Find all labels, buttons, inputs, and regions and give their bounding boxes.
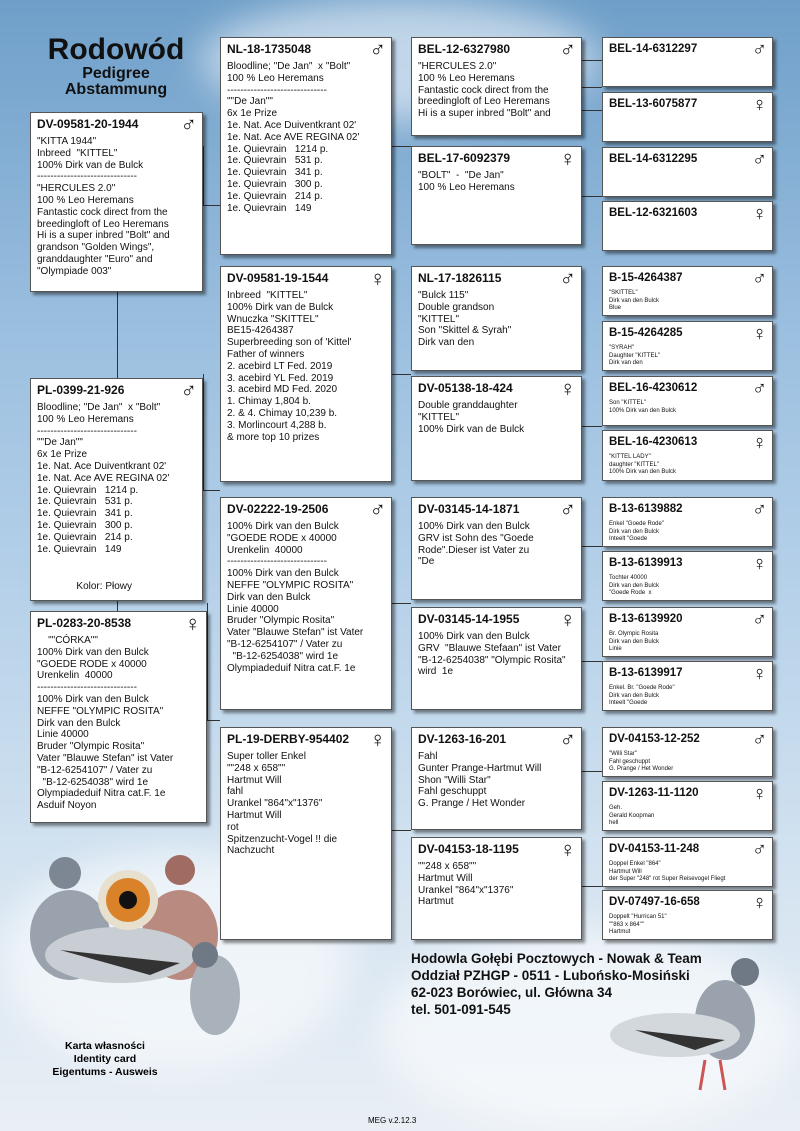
card-text-line: 1e. Quievrain 214 p. (37, 531, 133, 543)
card-text-line: hell (609, 820, 619, 826)
card-text-line: 100% Dirk van den Bulck (227, 521, 339, 532)
card-text-line: Super toller Enkel (227, 751, 306, 762)
ring-number: DV-07497-16-658 (609, 896, 700, 908)
ring-number: B-13-6139917 (609, 667, 683, 679)
card-text-line: NEFFE "OLYMPIC ROSITA" (227, 579, 354, 591)
card-text-line: Hartmut Will (418, 872, 473, 884)
male-symbol-icon: ♂ (752, 149, 767, 171)
card-text-line: ------------------------------ (37, 425, 137, 437)
ring-number: BEL-14-6312295 (609, 153, 698, 165)
pigeon-card (411, 376, 582, 481)
ring-number: NL-17-1826115 (418, 271, 502, 285)
card-text-line: "BOLT" - "De Jan" (418, 170, 504, 181)
pigeon-card (602, 890, 773, 940)
connector-line (203, 374, 204, 490)
card-text-line: Inbreed "KITTEL" (227, 290, 308, 301)
card-text-line: 6x 1e Prize (227, 108, 278, 120)
card-text-line: Urenkelin 40000 (227, 544, 303, 556)
card-text-line: NEFFE "OLYMPIC ROSITA" (37, 705, 164, 717)
connector-line (207, 603, 208, 720)
pigeon-card (602, 430, 773, 481)
pigeon-card (602, 661, 773, 711)
connector-line (582, 886, 602, 887)
card-text-line: Hartmut Will (227, 809, 282, 821)
breeder-info (411, 950, 702, 1018)
pigeon-card (602, 607, 773, 657)
connector-line (582, 87, 602, 88)
ring-number: PL-19-DERBY-954402 (227, 732, 350, 746)
card-text-line: "B-12-6254107" / Vater zu (37, 764, 153, 776)
card-text-line: "Bulck 115" (418, 290, 469, 301)
connector-line (582, 60, 602, 61)
connector-line (582, 771, 602, 772)
pigeon-card (602, 837, 773, 887)
card-text-line: "B-12-6254107" / Vater zu (227, 638, 343, 650)
card-text-line: "B-12-6254038" wird 1e (37, 776, 149, 788)
card-text-line: Doppelt "Hurrican 51" (609, 914, 667, 920)
connector-line (203, 146, 204, 206)
male-symbol-icon: ♂ (559, 497, 576, 522)
card-text-line: ------------------------------ (37, 171, 137, 183)
card-text-line: Blue (609, 305, 622, 311)
pigeon-card (602, 266, 773, 316)
card-text-line: 2. & 4. Chimay 10,239 b. (227, 407, 338, 419)
card-text-line: 1e. Quievrain 214 p. (227, 190, 323, 202)
card-text-line: Fahl geschuppt (418, 786, 487, 798)
ring-number: DV-03145-14-1955 (418, 612, 520, 626)
card-text-line: 3. Morlincourt 4,288 b. (227, 419, 327, 431)
connector-line (392, 830, 411, 831)
pigeon-card (602, 92, 773, 142)
card-text-line: Fahl geschuppt (609, 758, 651, 765)
pigeon-card (602, 321, 773, 371)
card-text-line: 100 % Leo Heremans (227, 72, 324, 84)
card-text-line: Son "KITTEL" (609, 400, 646, 406)
card-text-line: Tochter 40000 (609, 575, 648, 581)
ring-number: B-13-6139882 (609, 503, 683, 515)
card-text-line: Hartmut Will (609, 868, 642, 875)
card-text-line: 1e. Quievrain 300 p. (37, 519, 133, 531)
card-text-line: "GOEDE RODE x 40000 (37, 658, 147, 670)
card-text-line: breedingloft of Leo Heremans (37, 218, 169, 230)
male-symbol-icon: ♂ (752, 378, 767, 400)
pigeon-card (220, 727, 392, 940)
ring-number: DV-04153-12-252 (609, 733, 700, 745)
card-text-line: daughter "KITTEL" (609, 461, 659, 468)
female-symbol-icon: ♀ (369, 727, 386, 752)
card-text-line: G. Prange / Het Wonder (609, 766, 674, 772)
card-text-line: Hartmut (418, 896, 454, 908)
connector-line (203, 205, 220, 206)
male-symbol-icon: ♂ (180, 378, 197, 403)
pigeon-card (411, 837, 582, 940)
pigeon-card (411, 266, 582, 371)
ring-number: B-13-6139920 (609, 613, 683, 625)
card-text-line: "GOEDE RODE x 40000 (227, 532, 337, 544)
card-text-line: Shon "Willi Star" (418, 774, 491, 786)
card-text-line: 1e. Quievrain 149 (227, 202, 312, 214)
card-text-line: ------------------------------ (227, 84, 327, 96)
breeder-line: Oddział PZHGP - 0511 - Lubońsko-Mosiński (411, 968, 690, 983)
card-text-line: Dirk van den Bulck (37, 717, 121, 729)
card-text-line: 1e. Quievrain 531 p. (37, 496, 133, 508)
card-text-line: 1e. Quievrain 300 p. (227, 178, 323, 190)
card-text-line: Son "Skittel & Syrah" (418, 325, 512, 337)
card-text-line: 1. Chimay 1,804 b. (227, 396, 311, 408)
female-symbol-icon: ♀ (559, 837, 576, 862)
card-text-line: 100% Dirk van de Bulck (37, 159, 144, 171)
card-text-line: 1e. Quievrain 1214 p. (37, 484, 139, 496)
female-symbol-icon: ♀ (752, 432, 767, 454)
breeder-line: Hodowla Gołębi Pocztowych - Nowak & Team (411, 951, 702, 966)
card-text-line: G. Prange / Het Wonder (418, 798, 526, 810)
ring-number: DV-05138-18-424 (418, 381, 513, 395)
ring-number: BEL-12-6321603 (609, 207, 698, 219)
pigeon-card (602, 37, 773, 87)
pigeon-card (220, 266, 392, 482)
card-text-line: "B-12-6254038" "Olympic Rosita" (418, 654, 566, 666)
card-text-line: Urenkelin 40000 (37, 670, 113, 682)
pigeon-card (411, 607, 582, 710)
card-text-line: wird 1e (418, 666, 454, 678)
pigeon-card (411, 497, 582, 600)
female-symbol-icon: ♀ (752, 203, 767, 225)
card-text-line: Bloodline; "De Jan" x "Bolt" (37, 402, 161, 413)
card-text-line: grandson "Golden Wings", (37, 242, 155, 254)
card-text-line: 100% Dirk van den Bulck (418, 631, 530, 642)
card-text-line: Asduif Noyon (37, 800, 97, 812)
card-text-line: Urankel "864"x"1376" (418, 884, 514, 896)
card-text-line: 1e. Nat. Ace Duiventkrant 02' (227, 119, 357, 131)
card-text-line: "KITTA 1944" (37, 136, 97, 147)
female-symbol-icon: ♀ (752, 94, 767, 116)
title-de: Abstammung (64, 81, 168, 98)
pigeon-card (602, 781, 773, 831)
card-text-line: 1e. Nat. Ace AVE REGINA 02' (37, 472, 170, 484)
ring-number: DV-09581-19-1544 (227, 271, 329, 285)
card-text-line: ""De Jan"" (227, 96, 273, 108)
card-text-line: Olympiadeduif Nitra cat.F. 1e (37, 788, 166, 800)
connector-line (117, 601, 118, 611)
card-text-line: Hartmut (609, 929, 631, 935)
pigeon-card (602, 727, 773, 777)
pigeon-card (411, 727, 582, 830)
card-text-line: Bloodline; "De Jan" x "Bolt" (227, 61, 351, 72)
card-text-line: Fantastic cock direct from the (418, 84, 549, 96)
pigeon-card (411, 37, 582, 136)
ring-number: PL-0283-20-8538 (37, 616, 132, 630)
card-text-line: Inbreed "KITTEL" (37, 147, 118, 159)
ring-number: DV-03145-14-1871 (418, 502, 520, 516)
male-symbol-icon: ♂ (180, 112, 197, 137)
card-text-line: "HERCULES 2.0" (418, 61, 497, 72)
card-text-line: 6x 1e Prize (37, 449, 88, 461)
card-text-line: 100% Dirk van den Bulck (609, 469, 677, 475)
ring-number: PL-0399-21-926 (37, 383, 125, 397)
female-symbol-icon: ♀ (752, 892, 767, 914)
card-text-line: Dirk van den Bulck (609, 297, 660, 304)
card-text-line: 1e. Quievrain 341 p. (227, 167, 323, 179)
pigeon-card (602, 497, 773, 547)
card-text-line: 3. acebird MD Fed. 2020 (227, 384, 338, 396)
ring-number: B-13-6139913 (609, 557, 683, 569)
connector-line (582, 546, 602, 547)
card-text-line: GRV "Blauwe Stefaan" ist Vater (418, 642, 561, 654)
male-symbol-icon: ♂ (752, 609, 767, 631)
male-symbol-icon: ♂ (752, 268, 767, 290)
pigeon-card (220, 37, 392, 255)
card-text-line: 100% Dirk van den Bulck (609, 407, 677, 414)
ring-number: BEL-13-6075877 (609, 98, 698, 110)
card-text-line: "KITTEL" (418, 313, 459, 325)
connector-line (117, 292, 118, 378)
card-text-line: Enkel. Br. "Goede Rode" (609, 685, 675, 691)
card-text-line: Bruder "Olympic Rosita" (37, 741, 145, 753)
ring-number: DV-04153-18-1195 (418, 842, 519, 856)
pigeon-card (602, 201, 773, 251)
card-text-line: 100 % Leo Heremans (37, 194, 134, 206)
card-text-line: "KITTEL LADY" (609, 454, 651, 460)
card-text-line: BE15-4264387 (227, 325, 294, 337)
female-symbol-icon: ♀ (559, 376, 576, 401)
card-text-line: GRV ist Sohn des "Goede (418, 532, 534, 544)
ring-number: BEL-14-6312297 (609, 43, 698, 55)
card-line: Karta własności (65, 1040, 145, 1052)
card-text-line: 1e. Nat. Ace AVE REGINA 02' (227, 131, 360, 143)
card-text-line: Vater "Blauwe Stefan" ist Vater (37, 752, 174, 764)
card-text-line: Dirk van den Bulck (609, 638, 660, 645)
card-text-line: breedingloft of Leo Heremans (418, 96, 550, 108)
male-symbol-icon: ♂ (369, 497, 386, 522)
card-text-line: Linie (609, 646, 622, 652)
card-text-line: Dirk van den Bulck (227, 591, 311, 603)
card-text-line: ------------------------------ (37, 682, 137, 694)
female-symbol-icon: ♀ (369, 266, 386, 291)
connector-line (392, 374, 411, 375)
breeder-line: tel. 501-091-545 (411, 1002, 511, 1017)
card-text-line: "De (418, 556, 435, 568)
pigeon-card (602, 551, 773, 601)
ring-number: BEL-17-6092379 (418, 151, 511, 165)
card-text-line: Dirk van den Bulck (609, 528, 660, 535)
male-symbol-icon: ♂ (559, 266, 576, 291)
pigeon-card (30, 378, 203, 601)
connector-line (582, 426, 602, 427)
card-text-line: "SKITTEL" (609, 290, 638, 296)
card-text-line: Hi is a super inbred "Bolt" and (37, 230, 170, 242)
card-text-line: "Goede Rode x (609, 590, 652, 596)
card-text-line: 2. acebird LT Fed. 2019 (227, 360, 333, 372)
breeder-line: 62-023 Borówiec, ul. Główna 34 (411, 985, 613, 1000)
card-text-line: Br. Olympic Rosita (609, 631, 659, 637)
pedigree-title (30, 34, 202, 98)
card-text-line: Wnuczka "SKITTEL" (227, 313, 319, 325)
pigeon-card (411, 146, 582, 245)
male-symbol-icon: ♂ (369, 37, 386, 62)
card-line: Eigentums - Ausweis (52, 1066, 158, 1078)
card-text-line: 1e. Nat. Ace Duiventkrant 02' (37, 460, 167, 472)
title-en: Pedigree (82, 65, 150, 82)
card-text-line: 100% Dirk van den Bulck (37, 646, 149, 658)
card-text-line: Hartmut Will (227, 774, 282, 786)
female-symbol-icon: ♀ (559, 146, 576, 171)
card-text-line: Inteelt "Goede (609, 536, 648, 542)
card-text-line: Linie 40000 (37, 729, 89, 741)
pigeon-card (602, 147, 773, 197)
card-text-line: Geh. (609, 805, 623, 811)
female-symbol-icon: ♀ (559, 607, 576, 632)
card-text-line: 100 % Leo Heremans (418, 181, 515, 193)
female-symbol-icon: ♀ (752, 783, 767, 805)
ring-number: DV-1263-16-201 (418, 732, 507, 746)
male-symbol-icon: ♂ (752, 39, 767, 61)
card-text-line: Double grandson (418, 301, 495, 313)
title-main: Rodowód (47, 33, 185, 66)
male-symbol-icon: ♂ (752, 499, 767, 521)
ring-number: B-15-4264387 (609, 272, 683, 284)
card-text-line: Gunter Prange-Hartmut Will (418, 762, 542, 774)
female-symbol-icon: ♀ (752, 663, 767, 685)
male-symbol-icon: ♂ (752, 729, 767, 751)
card-text-line: ""248 x 658"" (418, 861, 477, 872)
card-text-line: 100% Dirk van de Bulck (418, 423, 525, 435)
connector-line (203, 490, 220, 491)
pigeon-card (602, 376, 773, 426)
male-symbol-icon: ♂ (559, 727, 576, 752)
connector-line (582, 110, 602, 111)
version-label: MEG v.2.12.3 (368, 1116, 417, 1125)
card-text-line: Fantastic cock direct from the (37, 206, 168, 218)
card-text-line: Father of winners (227, 348, 305, 360)
card-text-line: Linie 40000 (227, 603, 279, 615)
card-text-line: Hi is a super inbred "Bolt" and (418, 108, 551, 120)
card-text-line: Vater "Blauwe Stefan" ist Vater (227, 627, 364, 639)
card-text-line: Inteelt "Goede (609, 700, 648, 706)
card-text-line: Urankel "864"x"1376" (227, 798, 323, 810)
female-symbol-icon: ♀ (184, 611, 201, 636)
card-text-line: 3. acebird YL Fed. 2019 (227, 372, 334, 384)
card-text-line: 100% Dirk van de Bulck (227, 301, 334, 313)
card-text-line: Double granddaughter (418, 400, 518, 411)
card-text-line: Gerald Koopman (609, 812, 655, 819)
card-text-line: 100% Dirk van den Bulck (418, 521, 530, 532)
card-text-line: Fahl (418, 751, 438, 762)
card-text-line: "B-12-6254038" wird 1e (227, 650, 339, 662)
male-symbol-icon: ♂ (752, 839, 767, 861)
identity-card-label (40, 1040, 170, 1079)
card-text-line: Daughter "KITTEL" (609, 352, 660, 359)
female-symbol-icon: ♀ (752, 553, 767, 575)
card-text-line: "HERCULES 2.0" (37, 183, 116, 195)
card-text-line: Olympiadeduif Nitra cat.F. 1e (227, 662, 356, 674)
card-text-line: ""248 x 658"" (227, 762, 286, 774)
card-text-line: Doppel Enkel "864" (609, 861, 661, 867)
male-symbol-icon: ♂ (559, 37, 576, 62)
card-text-line: Dirk van den Bulck (609, 582, 660, 589)
card-text-line: Superbreeding son of 'Kittel' (227, 337, 352, 349)
card-text-line: Dirk van den (609, 360, 643, 366)
pigeon-card (220, 497, 392, 710)
card-text-line: 100 % Leo Heremans (37, 413, 134, 425)
ring-number: B-15-4264285 (609, 327, 683, 339)
color-label: Kolor: Płowy (76, 581, 132, 592)
card-line: Identity card (73, 1053, 137, 1065)
card-text-line: Bruder "Olympic Rosita" (227, 615, 335, 627)
card-text-line: Enkel "Goede Rode" (609, 521, 664, 527)
card-text-line: 1e. Quievrain 1214 p. (227, 143, 329, 155)
card-text-line: "Willi Star" (609, 751, 637, 757)
ring-number: BEL-16-4230612 (609, 382, 698, 394)
card-text-line: & more top 10 prizes (227, 431, 320, 443)
connector-line (207, 720, 220, 721)
card-text-line: Spitzenzucht-Vogel !! die (227, 833, 338, 845)
card-text-line: 1e. Quievrain 149 (37, 543, 122, 555)
card-text-line: granddaughter "Euro" and (37, 253, 153, 265)
card-text-line: "Olympiade 003" (37, 265, 112, 277)
ring-number: BEL-16-4230613 (609, 436, 698, 448)
pigeon-card (30, 112, 203, 292)
ring-number: DV-04153-11-248 (609, 843, 700, 855)
ring-number: DV-09581-20-1944 (37, 117, 139, 131)
ring-number: NL-18-1735048 (227, 42, 312, 56)
card-text-line: rot (227, 821, 239, 833)
card-text-line: 100% Dirk van den Bulck (227, 568, 339, 580)
ring-number: DV-1263-11-1120 (609, 787, 699, 799)
connector-line (582, 196, 602, 197)
connector-line (582, 661, 602, 662)
connector-line (392, 146, 411, 147)
card-text-line: Dirk van den (418, 337, 475, 349)
card-text-line: Rode".Dieser ist Vater zu (418, 544, 530, 556)
card-text-line: ""863 x 864"" (609, 921, 644, 928)
card-text-line: "KITTEL" (418, 411, 459, 423)
card-text-line: 100 % Leo Heremans (418, 72, 515, 84)
card-text-line: ""CÓRKA"" (37, 635, 98, 646)
card-text-line: fahl (227, 786, 244, 798)
card-text-line: ------------------------------ (227, 556, 327, 568)
card-text-line: 1e. Quievrain 341 p. (37, 508, 133, 520)
card-text-line: der Super "248" rot Super Reisevogel Fliegt (609, 876, 726, 882)
ring-number: DV-02222-19-2506 (227, 502, 329, 516)
card-text-line: Nachzucht (227, 845, 275, 857)
card-text-line: 1e. Quievrain 531 p. (227, 155, 323, 167)
card-text-line: ""De Jan"" (37, 437, 83, 449)
connector-line (392, 603, 411, 604)
card-text-line: Dirk van den Bulck (609, 692, 660, 699)
ring-number: BEL-12-6327980 (418, 42, 511, 56)
pigeon-card (30, 611, 207, 823)
card-text-line: 100% Dirk van den Bulck (37, 693, 149, 705)
card-text-line: "SYRAH" (609, 345, 634, 351)
female-symbol-icon: ♀ (752, 323, 767, 345)
